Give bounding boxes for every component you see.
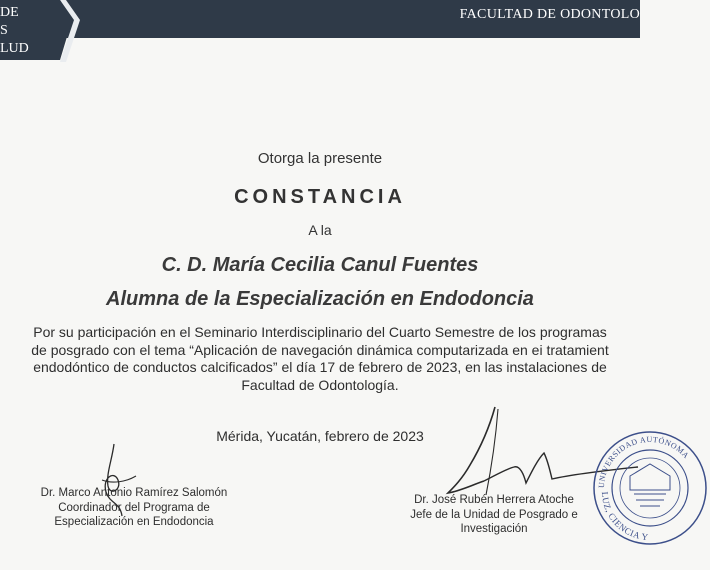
certificate-title: CONSTANCIA [234, 186, 406, 208]
body-line-4: Facultad de Odontología. [241, 376, 399, 393]
left-signatory-name: Dr. Marco Antonio Ramírez Salomón [40, 487, 228, 499]
seal-text-top: UNIVERSIDAD AUTÓNOMA [596, 434, 691, 489]
body-line-2: de posgrado con el tema “Aplicación de navegación dinámica computarizada en ei tratamient [31, 341, 609, 358]
body-line-3: endodóntico de conductos calcificados” el día 17 de febrero de 2023, en las instalaciones de [33, 359, 607, 375]
body-line-1: Por su participación en el Seminario Interdisciplinario del Cuarto Semestre de los programas [33, 324, 607, 340]
header-left-line-2: S [0, 23, 8, 38]
to-text: A la [308, 222, 332, 238]
header-left-text [0, 4, 60, 58]
place-date: Mérida, Yucatán, febrero de 2023 [216, 428, 424, 444]
intro-text: Otorga la presente [257, 150, 383, 167]
header-left-line-1: DE [0, 5, 19, 20]
right-signatory-title-1: Jefe de la Unidad de Posgrado e [410, 508, 578, 521]
header-left-line-3: LUD [0, 41, 29, 56]
faculty-name: FACULTAD DE ODONTOLO [459, 7, 640, 22]
left-signatory-title-2: Especialización en Endodoncia [54, 516, 214, 528]
right-signatory [384, 493, 604, 537]
right-signatory-name: Dr. José Rubén Herrera Atoche [414, 494, 574, 506]
university-seal [590, 428, 710, 548]
seal-text-bottom: LUZ, CIENCIA Y [599, 491, 650, 543]
recipient-role: Alumna de la Especialización en Endodoncia [106, 288, 534, 310]
certificate-body [0, 324, 640, 394]
left-signatory-title-1: Coordinador del Programa de [58, 501, 210, 514]
recipient-name: C. D. María Cecilia Canul Fuentes [161, 254, 479, 276]
right-signatory-title-2: Investigación [460, 523, 528, 535]
left-signatory [14, 486, 254, 530]
